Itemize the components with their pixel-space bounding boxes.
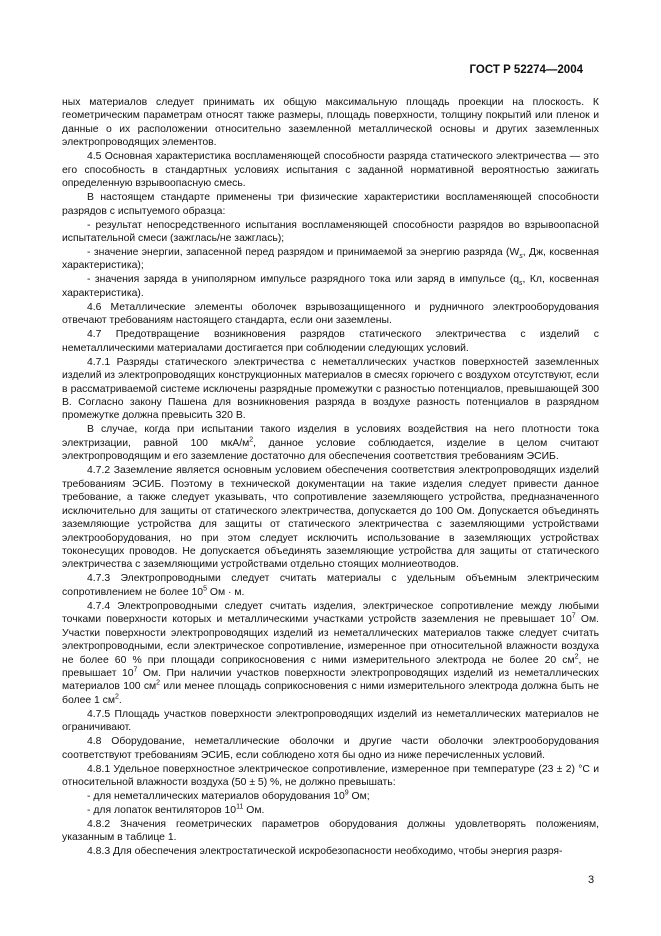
paragraph: 4.7.2 Заземление является основным условием обеспечения соответствия электропроводящих изделий требованиям ЭСИБ. Поэтому в технической документации на такие изделия следует привести данное требование, а также следует указывать, что сопротивление заземляющего устройства, предназначенного исключительно для защиты от статического электричества, допускается до 100 Ом. Допускается объединять заземляющие устройства для защиты от статического электричества с заземляющими устройствами электрооборудования, но при этом следует исключить использование в заземляющих устройствах токонесущих проводов. Не допускается объединять заземляющие устройства для защиты от статического электричества с заземляющими устройствами отдельно стоящих молниеотводов. [62,465,599,571]
paragraph: 4.5 Основная характеристика воспламеняющей способности разряда статического электричества — это его способность в стандартных условиях испытания с заданной нормативной вероятностью зажигать определенную взрывоопасную смесь. [62,151,599,190]
paragraph: 4.7.1 Разряды статического электричества с неметаллических участков поверхностей заземленных изделий из электропроводящих конструкционных материалов в смесях горючего с воздухом отсутствуют, если в рассматриваемой системе исключены разрядные промежутки с разностью потенциалов, превышающей 300 В. Согласно закону Пашена для возникновения разряда в воздухе разность потенциалов в разрядном промежутке должна превысить 320 В. [62,356,599,422]
paragraph: В случае, когда при испытании такого изделия в условиях воздействия на него плотности тока электризации, равной 100 мкА/$м^2$, данное условие соблюдается, изделие в целом считают электропроводящим и его заземление достаточно для обеспечения соответствия требованиям ЭСИБ. [62,424,599,463]
paragraph: 4.7.5 Площадь участков поверхности электропроводящих изделий из неметаллических материалов не ограничивают. [62,708,599,734]
paragraph: 4.8.2 Значения геометрических параметров оборудования должны удовлетворять положениям, указанным в таблице 1. [62,819,599,844]
paragraph: 4.8.3 Для обеспечения электростатической искробезопасности необходимо, чтобы энергия разря- [87,846,563,858]
page-number: 3 [588,874,595,886]
list-item: - значения заряда в униполярном импульсе разрядного тока или заряд в импульсе ($q_s$, Кл, косвенная характеристика). [62,274,599,299]
paragraph: 4.7 Предотвращение возникновения разрядов статического электричества с изделий с неметаллическими материалами достигается при соблюдении следующих условий. [62,329,599,354]
paragraph: 4.8.1 Удельное поверхностное электрическое сопротивление, измеренное при температуре (23 ± 2) °С и относительной влажности воздуха (50 ± 5) %, не должно превышать: [62,763,599,789]
standard-header: ГОСТ Р 52274—2004 [469,64,583,76]
list-item: - результат непосредственного испытания воспламеняющей способности разрядов во взрывоопасной испытательной смеси (зажглась/не зажглась); [62,219,599,245]
paragraph: 4.8 Оборудование, неметаллические оболочки и другие части оболочки электрооборудования соответствуют требованиям ЭСИБ, если соблюдено хотя бы одно из ниже перечисленных условий. [62,736,599,761]
paragraph: 4.7.4 Электропроводными следует считать изделия, электрическое сопротивление между любыми точками поверхности которых и металлическими участками устройств заземления не превышает $10^7$ Ом. Участки поверхности электропроводящих изделий из неметаллических материалов также следует считать электропроводными, если электрическое сопротивление, измеренное при относительной влажности воздуха не более 60 % при площади соприкосновения с ними измерительного электрода не более 20 $см^2$, не превышает $10^7$ Ом. При наличии участков поверхности электропроводящих изделий из неметаллических материалов 100 $см^2$ или менее площадь соприкосновения с ними измерительного электрода должна быть не более 1 $см^2$. [62,600,600,706]
paragraph: ных материалов следует принимать их общую максимальную площадь проекции на плоскость. К геометрическим параметрам относят также размеры, площадь поверхности, толщину покрытий или пленок и данные о их расположении относительно заземленной металлической основы и других заземленных электропроводящих элементов. [62,97,599,149]
paragraph: 4.6 Металлические элементы оболочек взрывозащищенного и рудничного электрооборудования отвечают требованиям настоящего стандарта, если они заземлены. [62,301,599,327]
list-item: - для неметаллических материалов оборудования $10^9$ Ом; [87,789,370,803]
paragraph: В настоящем стандарте применены три физические характеристики воспламеняющей способности разрядов с испытуемого образца: [62,192,599,217]
list-item: - для лопаток вентиляторов $10^{11}$ Ом. [87,803,265,817]
body-text [62,96,599,859]
list-item: - значение энергии, запасенной перед разрядом и принимаемой за энергию разряда ($W_s$, Дж, косвенная характеристика); [62,246,599,272]
paragraph: 4.7.3 Электропроводными следует считать материалы с удельным объемным электрическим сопротивлением не более $10^5$ Ом · м. [62,573,599,598]
